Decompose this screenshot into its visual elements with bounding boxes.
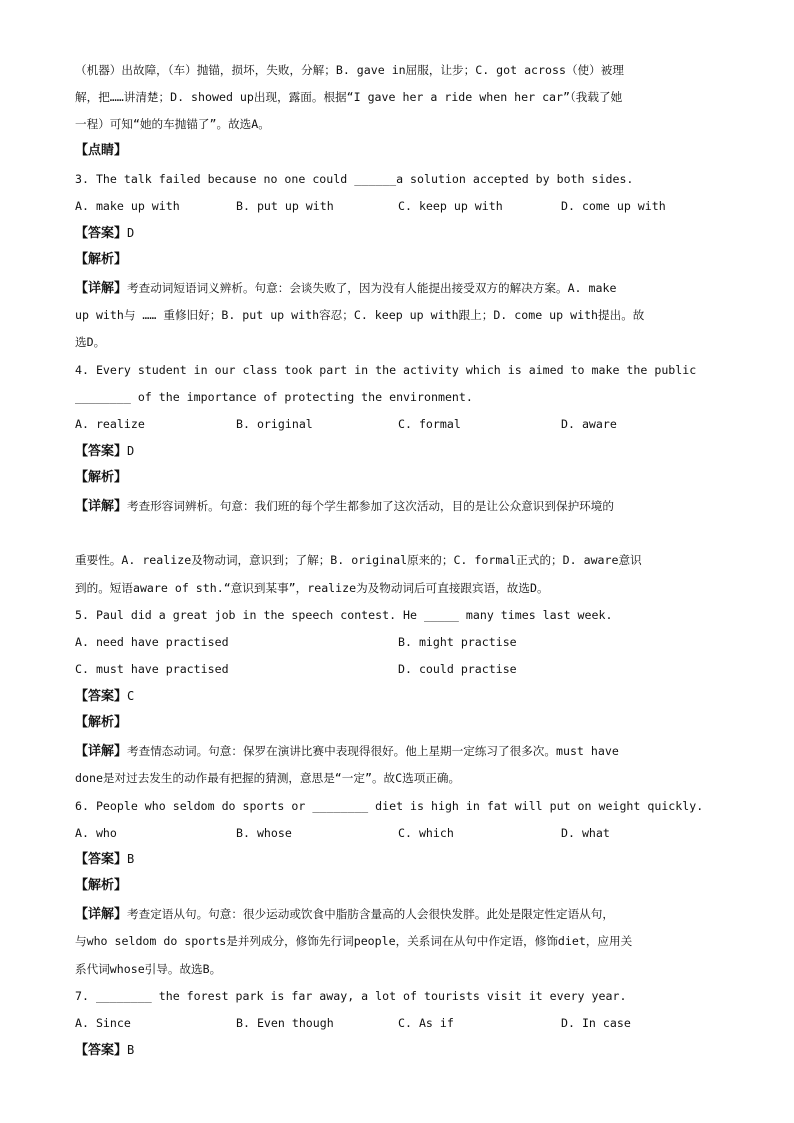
q7-option-b: B. Even though (236, 1016, 334, 1030)
answer-label: 【答案】 (75, 1043, 128, 1058)
detail-label: 【详解】 (75, 281, 128, 296)
q5-option-a: A. need have practised (75, 635, 229, 649)
q3-answer: D (127, 226, 135, 240)
q4-option-d: D. aware (561, 417, 617, 431)
q7-answer: B (127, 1043, 135, 1057)
q4-detail-line-3: 到的。短语aware of sth.“意识到某事”，realize为及物动词后可直接跟宾语，故选D。 (75, 581, 549, 595)
q6-detail-line-1 (75, 906, 725, 923)
q7-option-d: D. In case (561, 1016, 631, 1030)
q3-option-a: A. make up with (75, 199, 180, 213)
q6-analysis-heading: 【解析】 (75, 878, 128, 893)
q4-detail-line-1 (75, 498, 725, 515)
intro-line-2: 解，把……讲清楚；D. showed up出现，露面。根据“I gave her a ride when her car”（我载了她 (75, 90, 623, 104)
q6-answer-row (75, 851, 725, 868)
q5-stem: 5. Paul did a great job in the speech contest. He _____ many times last week. (75, 608, 613, 622)
q4-detail-text: 考查形容词辨析。句意：我们班的每个学生都参加了这次活动，目的是让公众意识到保护环境的 (127, 499, 614, 513)
intro-line-1: （机器）出故障，（车）抛锚，损坏，失败，分解；B. gave in屈服，让步；C. got across（使）被理 (75, 63, 624, 77)
q5-detail-line-2: done是对过去发生的动作最有把握的猜测，意思是“一定”。故C选项正确。 (75, 771, 461, 785)
detail-label: 【详解】 (75, 907, 128, 922)
q3-detail-line-2: up with与 …… 重修旧好；B. put up with容忍；C. keep up with跟上；D. come up with提出。故 (75, 308, 645, 322)
q5-answer-row (75, 688, 725, 705)
q6-option-a: A. who (75, 826, 117, 840)
q6-stem: 6. People who seldom do sports or ________ diet is high in fat will put on weight quickly. (75, 799, 704, 813)
q7-answer-row (75, 1042, 725, 1059)
q5-option-b: B. might practise (398, 635, 517, 649)
q5-option-d: D. could practise (398, 662, 517, 676)
q4-option-c: C. formal (398, 417, 461, 431)
q4-option-b: B. original (236, 417, 313, 431)
dianjing-heading: 【点睛】 (75, 143, 128, 158)
q4-stem-line-2: ________ of the importance of protecting the environment. (75, 390, 473, 404)
q3-detail-text: 考查动词短语词义辨析。句意：会谈失败了，因为没有人能提出接受双方的解决方案。A. make (127, 281, 617, 295)
q6-option-d: D. what (561, 826, 610, 840)
q7-option-a: A. Since (75, 1016, 131, 1030)
answer-label: 【答案】 (75, 852, 128, 867)
q5-detail-line-1 (75, 743, 725, 760)
q7-option-c: C. As if (398, 1016, 454, 1030)
q4-detail-line-2: 重要性。A. realize及物动词，意识到；了解；B. original原来的；C. formal正式的；D. aware意识 (75, 553, 642, 567)
q3-option-b: B. put up with (236, 199, 334, 213)
intro-line-3: 一程）可知“她的车抛锚了”。故选A。 (75, 117, 270, 131)
q4-option-a: A. realize (75, 417, 145, 431)
q6-detail-text: 考查定语从句。句意：很少运动或饮食中脂肪含量高的人会很快发胖。此处是限定性定语从句， (127, 907, 614, 921)
q5-analysis-heading: 【解析】 (75, 715, 128, 730)
q4-analysis-heading: 【解析】 (75, 470, 128, 485)
q3-detail-line-1 (75, 280, 725, 297)
q7-stem: 7. ________ the forest park is far away, a lot of tourists visit it every year. (75, 989, 627, 1003)
detail-label: 【详解】 (75, 499, 128, 514)
q3-analysis-heading: 【解析】 (75, 252, 128, 267)
answer-label: 【答案】 (75, 689, 128, 704)
q5-option-c: C. must have practised (75, 662, 229, 676)
q6-answer: B (127, 852, 135, 866)
q3-option-d: D. come up with (561, 199, 666, 213)
q3-option-c: C. keep up with (398, 199, 503, 213)
answer-label: 【答案】 (75, 444, 128, 459)
q4-stem-line-1: 4. Every student in our class took part in the activity which is aimed to make the public (75, 363, 697, 377)
q6-detail-line-3: 系代词whose引导。故选B。 (75, 962, 222, 976)
q6-option-c: C. which (398, 826, 454, 840)
q5-answer: C (127, 689, 135, 703)
q4-answer-row (75, 443, 725, 460)
q3-answer-row (75, 225, 725, 242)
detail-label: 【详解】 (75, 744, 128, 759)
q3-stem: 3. The talk failed because no one could ______a solution accepted by both sides. (75, 172, 634, 186)
q5-detail-text: 考查情态动词。句意：保罗在演讲比赛中表现得很好。他上星期一定练习了很多次。must have (127, 744, 619, 758)
answer-label: 【答案】 (75, 226, 128, 241)
q4-answer: D (127, 444, 135, 458)
q6-detail-line-2: 与who seldom do sports是并列成分，修饰先行词people，关系词在从句中作定语，修饰diet，应用关 (75, 934, 633, 948)
q6-option-b: B. whose (236, 826, 292, 840)
q3-detail-line-3: 选D。 (75, 335, 106, 349)
